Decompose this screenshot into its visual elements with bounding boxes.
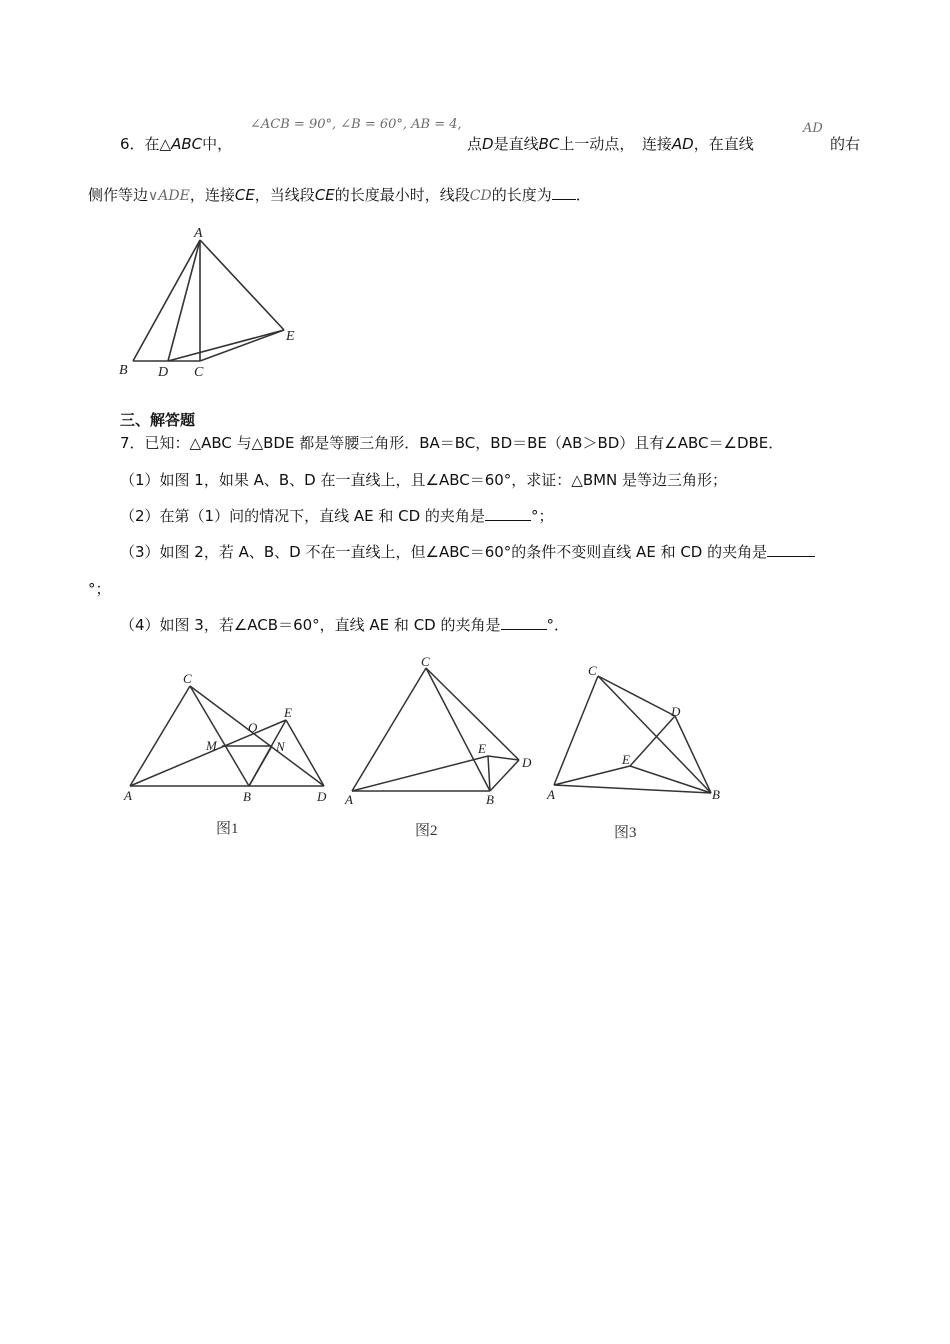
- q6-number: 6．在△: [120, 135, 172, 153]
- fig2-seg-cd: [426, 668, 519, 760]
- q6-l2-d: 的长度最小时，线段: [334, 186, 470, 204]
- fig3-label-e: E: [622, 752, 630, 767]
- fig1-label-e: E: [284, 705, 292, 720]
- q7-part3: [120, 541, 815, 562]
- q6-ce2: CE: [314, 186, 335, 204]
- q6-seg-ad: [168, 240, 200, 361]
- q7-p2-blank[interactable]: [485, 506, 531, 521]
- q6-text-a: 点: [467, 135, 483, 153]
- q6-l2-f: ．: [575, 186, 591, 204]
- q6-ce1: CE: [234, 186, 255, 204]
- q6-abc: ABC: [171, 135, 203, 153]
- q7-part1: （1）如图 1，如果 A、B、D 在一直线上，且∠ABC＝60°，求证：△BMN 是等边三角形；: [120, 471, 728, 489]
- fig1-seg-ac: [130, 686, 190, 786]
- fig1-caption: 图1: [216, 821, 239, 837]
- q6-label-c: C: [194, 365, 204, 380]
- q7-figure1: [118, 665, 338, 815]
- fig1-label-o: O: [248, 720, 258, 735]
- q6-text-c: 上一动点， 连接: [559, 135, 672, 153]
- q7-part2: [120, 505, 553, 526]
- fig2-label-e: E: [478, 741, 486, 756]
- q7-p3-blank[interactable]: [767, 542, 815, 557]
- fig1-label-a: A: [124, 788, 132, 803]
- q6-line1-rest: [467, 133, 754, 154]
- fig2-seg-eb: [488, 756, 490, 791]
- fig1-seg-cb: [190, 686, 249, 786]
- q6-d: D: [482, 135, 494, 153]
- q7-p3-text: （3）如图 2，若 A、B、D 不在一直线上，但∠ABC＝60°的条件不变则直线 AE 和 CD 的夹角是: [120, 543, 768, 561]
- q6-l2-a: 侧作等边: [88, 186, 149, 204]
- q6-label-e: E: [286, 329, 295, 344]
- q6-text-e: 的右: [830, 135, 861, 153]
- fig3-seg-ed: [630, 716, 675, 766]
- fig2-label-c: C: [421, 654, 430, 669]
- fig3-label-b: B: [712, 787, 720, 802]
- q7-p4-unit: °．: [546, 616, 570, 634]
- fig1-label-m: M: [206, 738, 217, 753]
- fig3-caption: 图3: [614, 825, 637, 841]
- fig3-label-c: C: [588, 663, 597, 678]
- fig1-label-c: C: [183, 671, 192, 686]
- q6-l2-c: ，当线段: [254, 186, 315, 204]
- q7-part4: [120, 614, 569, 635]
- q7-part3-unit: °；: [88, 580, 111, 598]
- q7-figure2: [340, 652, 540, 807]
- fig2-seg-cb: [426, 668, 490, 791]
- q6-seg-ce: [200, 330, 284, 361]
- fig3-seg-ac: [554, 676, 598, 785]
- fig3-seg-cd: [598, 676, 675, 716]
- fig2-label-d: D: [522, 755, 532, 770]
- q6-ad-math: AD: [803, 121, 823, 136]
- fig3-seg-cb: [598, 676, 711, 793]
- q6-answer-blank[interactable]: [552, 185, 576, 200]
- q6-l2-e: 的长度为: [491, 186, 552, 204]
- q7-p4-text: （4）如图 3，若∠ACB＝60°，直线 AE 和 CD 的夹角是: [120, 616, 501, 634]
- q6-zhong: 中，: [202, 135, 233, 153]
- fig2-caption: 图2: [415, 823, 438, 839]
- q6-line2: [88, 184, 591, 205]
- q7-p2-text: （2）在第（1）问的情况下，直线 AE 和 CD 的夹角是: [120, 507, 485, 525]
- fig1-label-b: B: [243, 789, 251, 804]
- fig2-seg-bd: [490, 760, 519, 791]
- q7-p2-unit: °；: [530, 507, 554, 525]
- fig1-seg-ae: [130, 720, 286, 786]
- fig3-seg-ae: [554, 766, 630, 785]
- q6-text-d: ，在直线: [693, 135, 754, 153]
- q6-bc: BC: [538, 135, 560, 153]
- q6-label-a: A: [194, 226, 203, 241]
- fig2-seg-ac: [352, 668, 426, 791]
- fig3-label-d: D: [671, 704, 681, 719]
- q7-stem: 7．已知：△ABC 与△BDE 都是等腰三角形．BA＝BC，BD＝BE（AB＞BD）且有∠ABC＝∠DBE．: [120, 434, 784, 452]
- q7-p4-blank[interactable]: [501, 615, 547, 630]
- q7-figure3: [542, 658, 732, 808]
- section-heading: 三、解答题: [120, 411, 196, 429]
- q6-line1: [120, 133, 232, 154]
- fig2-seg-ed: [488, 756, 519, 760]
- fig3-seg-ab: [554, 785, 711, 793]
- q6-text-b: 是直线: [493, 135, 539, 153]
- fig2-label-b: B: [486, 792, 494, 807]
- q6-seg-de: [168, 330, 284, 361]
- q6-seg-ae: [200, 240, 284, 330]
- q6-ade-math: ∨ADE: [148, 188, 190, 204]
- fig1-seg-bn: [249, 746, 272, 786]
- fig3-label-a: A: [547, 787, 555, 802]
- q6-condition: ∠ACB = 90°, ∠B = 60°, AB = 4,: [250, 117, 462, 132]
- fig2-seg-ae: [352, 756, 488, 791]
- q6-label-d: D: [158, 365, 169, 380]
- fig2-label-a: A: [345, 792, 353, 807]
- fig1-seg-ed: [286, 720, 324, 786]
- q6-figure: [115, 222, 315, 382]
- q6-ad: AD: [671, 135, 694, 153]
- fig1-label-n: N: [276, 739, 285, 754]
- q6-cd-math: CD: [469, 188, 492, 204]
- q6-seg-ab: [133, 240, 200, 361]
- fig3-seg-db: [675, 716, 711, 793]
- q6-l2-b: ，连接: [189, 186, 235, 204]
- fig1-label-d: D: [317, 789, 327, 804]
- q6-label-b: B: [119, 363, 128, 378]
